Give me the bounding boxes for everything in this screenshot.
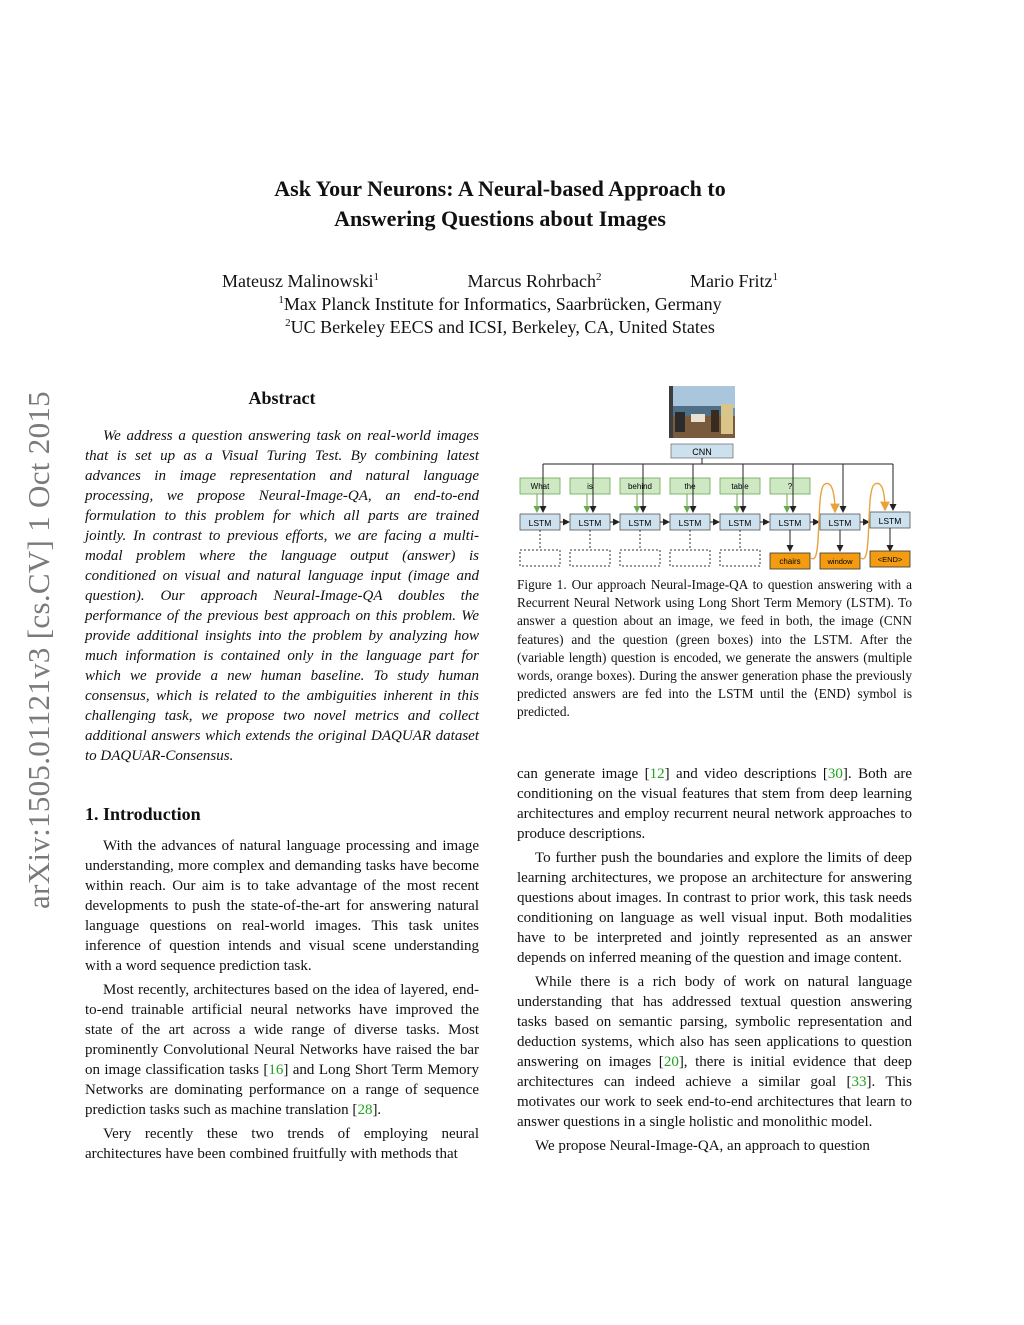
lstm-label: LSTM [628, 518, 652, 528]
input-image [669, 386, 735, 438]
lstm-chain [520, 512, 910, 530]
architecture-diagram [515, 358, 915, 576]
question-word: ? [787, 482, 793, 491]
right-paragraph-1: can generate image [12] and video descriptions [30]. Both are conditioning on the visual features that stem from deep learning architectures and employ recurrent neural network approaches to produce descriptions. [517, 766, 912, 842]
lstm-label: LSTM [678, 518, 702, 528]
author-1: Mateusz Malinowski$^1$ [222, 271, 379, 291]
arxiv-stamp [15, 362, 63, 937]
section-heading-introduction: 1. Introduction [85, 804, 201, 824]
affiliation-1: $^1$Max Planck Institute for Informatics, Saarbrücken, Germany [278, 294, 722, 314]
question-word: behind [627, 482, 653, 491]
intro-paragraph-2: Most recently, architectures based on the idea of layered, end-to-end trainable artificial neural networks have improved the state of the art across a wide range of diverse tasks. Most prominently Convolutional Neural Networks have raised the bar on image classification tasks [16] and Long Short Term Memory Networks are dominating performance on a range of sequence prediction tasks such as machine translation [28]. [85, 982, 479, 1118]
lstm-label: LSTM [778, 518, 802, 528]
answer-word: <END> [877, 555, 903, 564]
citation-link[interactable]: 12 [649, 766, 665, 782]
citation-link[interactable]: 30 [827, 766, 843, 782]
figure-1-caption: Figure 1. Our approach Neural-Image-QA to question answering with a Recurrent Neural Network using Long Short Term Memory (LSTM). To answer a question about an image, we feed in both, the image (CNN features) and the question (green boxes) into the LSTM. After the (variable length) question is encoded, we generate the answers (multiple words, orange boxes). During the answer generation phase the previously predicted answers are fed into the LSTM until the ⟨END⟩ symbol is predicted. [517, 577, 912, 720]
right-paragraph-2: To further push the boundaries and explore the limits of deep learning architectures, we propose an architecture for answering questions about images. In contrast to prior work, this task needs conditioning on language as well visual input. Both modalities have to be interpreted and jointly represented as an answer depends on inferred meaning of the question and image content. [517, 850, 912, 966]
answer-word: chairs [779, 557, 801, 566]
paper-title [150, 174, 850, 234]
cnn-label: CNN [692, 447, 712, 457]
question-word: the [684, 482, 696, 491]
question-word: is [587, 482, 593, 491]
title-line-2: Answering Questions about Images [334, 206, 666, 231]
intro-paragraph-3: Very recently these two trends of employing neural architectures have been combined fruitfully with methods that [85, 1126, 479, 1162]
answer-word-boxes [770, 551, 910, 569]
lstm-label: LSTM [578, 518, 602, 528]
right-paragraph-4: We propose Neural-Image-QA, an approach to question [535, 1138, 870, 1154]
answer-word: window [827, 557, 853, 566]
lstm-label: LSTM [528, 518, 552, 528]
intro-paragraph-1: With the advances of natural language processing and image understanding, more complex and demanding tasks have become within reach. Our aim is to take advantage of the most recent developments to push the state-of-the-art for answering natural language questions on real-world images. This task unites inference of question intends and visual scene understanding with a word sequence prediction task. [85, 838, 479, 974]
abstract-heading: Abstract [248, 388, 316, 408]
right-column [517, 764, 912, 1160]
figure-1 [515, 358, 915, 576]
abstract-text: We address a question answering task on real-world images that is set up as a Visual Turing Test. By combining latest advances in image representation and natural language processing, we propose Neural-Image-QA, an end-to-end formulation to this problem for which all parts are trained jointly. In contrast to previous efforts, we are facing a multi-modal problem where the language output (answer) is conditioned on visual and natural language input (image and question). Our approach Neural-Image-QA doubles the performance of the previous best approach on this problem. We provide additional insights into the problem by analyzing how much information is contained only in the language part for which we provide a new human baseline. To study human consensus, which is related to the ambiguities inherent in this challenging task, we propose two novel metrics and collect additional answers which extends the original DAQUAR dataset to DAQUAR-Consensus. [85, 428, 479, 764]
lstm-label: LSTM [878, 516, 902, 526]
lstm-label: LSTM [728, 518, 752, 528]
right-paragraph-3: While there is a rich body of work on natural language understanding that has addressed textual question answering tasks based on semantic parsing, symbolic representation and deduction systems, which also has seen applications to question answering on images [20], there is initial evidence that deep architectures can indeed achieve a similar goal [33]. This motivates our work to seek end-to-end architectures that learn to answer questions in a single holistic and monolithic model. [517, 974, 912, 1130]
citation-link[interactable]: 16 [268, 1062, 284, 1078]
citation-link[interactable]: 33 [851, 1074, 867, 1090]
citation-link[interactable]: 28 [357, 1102, 373, 1118]
citation-link[interactable]: 20 [663, 1054, 679, 1070]
lstm-label: LSTM [828, 518, 852, 528]
question-word-boxes [520, 478, 810, 494]
arxiv-stamp-text: arXiv:1505.01121v3 [cs.CV] 1 Oct 2015 [21, 390, 56, 909]
question-word: table [731, 482, 749, 491]
author-2: Marcus Rohrbach$^2$ [467, 271, 602, 291]
author-names [200, 270, 800, 293]
question-word: What [530, 482, 550, 491]
title-line-1: Ask Your Neurons: A Neural-based Approach to [274, 176, 726, 201]
left-column [85, 384, 479, 1168]
author-3: Mario Fritz$^1$ [689, 271, 778, 291]
affiliation-2: $^2$UC Berkeley EECS and ICSI, Berkeley, CA, United States [285, 317, 715, 337]
author-block [200, 270, 800, 339]
